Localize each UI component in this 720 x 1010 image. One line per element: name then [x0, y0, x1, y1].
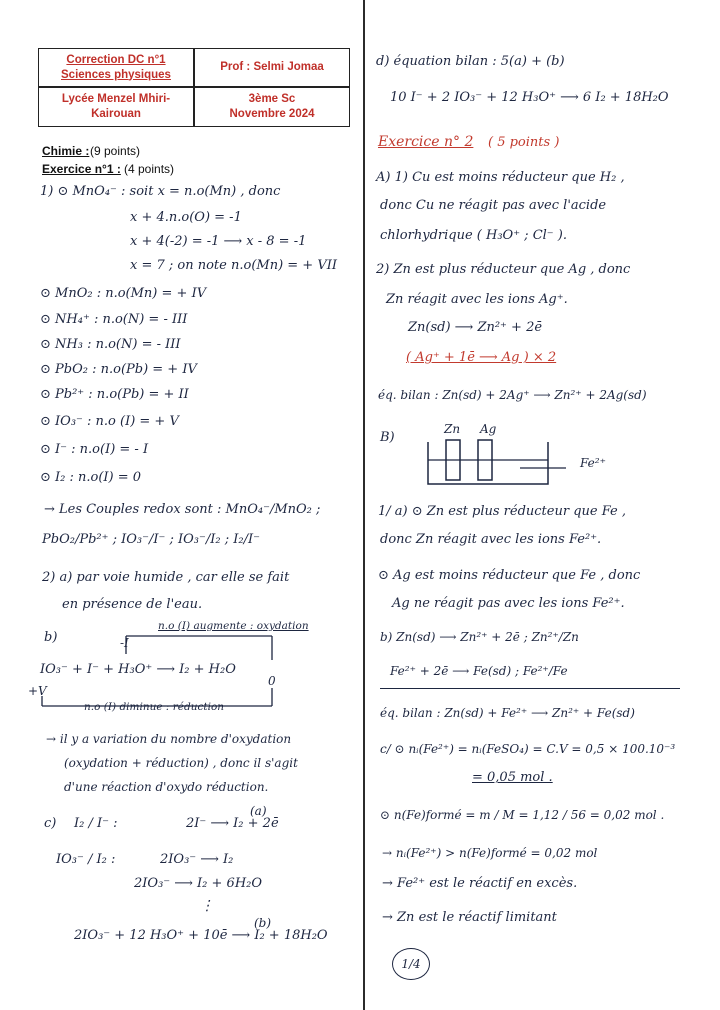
ex2-b1a-line1: 1/ a) ⊙ Zn est plus réducteur que Fe , — [378, 504, 626, 519]
ex1-nh4: ⊙ NH₄⁺ : n.o(N) = - III — [40, 312, 188, 327]
ox-state-plus-five: +V — [28, 684, 47, 698]
half-eq-b-step2: 2IO₃⁻ ⟶ I₂ + 6H₂O — [134, 876, 263, 891]
chimie-points: (9 points) — [90, 144, 141, 158]
page-number-circle — [392, 948, 430, 980]
ex2-a1-line3: chlorhydrique ( H₃O⁺ ; Cl⁻ ). — [380, 228, 568, 243]
ex2-zn-oxidation: Zn(sd) ⟶ Zn²⁺ + 2ē — [408, 320, 543, 335]
ex2-c-line1: c/ ⊙ nᵢ(Fe²⁺) = nᵢ(FeSO₄) = C.V = 0,5 × 100.10⁻³ — [380, 742, 676, 756]
header-table — [38, 48, 350, 127]
header-class-level: 3ème Sc — [248, 93, 296, 105]
ex1-i2: ⊙ I₂ : n.o(I) = 0 — [40, 470, 142, 485]
exercise1-title: Exercice n°1 : — [42, 162, 121, 176]
bb-separator — [380, 688, 680, 689]
ex2-c-line6: → Zn est le réactif limitant — [382, 910, 557, 925]
ex2-bb-zn: b) Zn(sd) ⟶ Zn²⁺ + 2ē ; Zn²⁺/Zn — [380, 630, 579, 644]
half-eq-a: 2I⁻ ⟶ I₂ + 2ē — [186, 816, 279, 831]
column-divider — [363, 0, 365, 1010]
ex1-pb2: ⊙ Pb²⁺ : n.o(Pb) = + II — [40, 387, 189, 402]
ex2-a1-line2: donc Cu ne réagit pas avec l'acide — [380, 198, 607, 213]
oxidation-label: n.o (I) augmente : oxydation — [158, 620, 309, 632]
ex2-a2-line1: 2) Zn est plus réducteur que Ag , donc — [376, 262, 631, 277]
ex2-bb-bilan: éq. bilan : Zn(sd) + Fe²⁺ ⟶ Zn²⁺ + Fe(sd) — [380, 706, 635, 720]
ox-state-minus-one: -I — [120, 636, 129, 650]
ex1-i-minus: ⊙ I⁻ : n.o(I) = - I — [40, 442, 149, 457]
ex1-pbo2: ⊙ PbO₂ : n.o(Pb) = + IV — [40, 362, 197, 377]
ex2-c-line4: → nᵢ(Fe²⁺) > n(Fe)formé = 0,02 mol — [382, 846, 598, 860]
half-eq-b: 2IO₃⁻ + 12 H₃O⁺ + 10ē ⟶ I₂ + 18H₂O — [74, 928, 328, 943]
ex2-b-label: B) — [380, 430, 395, 445]
header-school: Lycée Menzel Mhiri- Kairouan — [61, 93, 171, 120]
exercise2-points: ( 5 points ) — [488, 135, 560, 150]
continuation-dots: ⋮ — [200, 898, 214, 914]
ex2-a1-line1: A) 1) Cu est moins réducteur que H₂ , — [376, 170, 625, 185]
ex1-line-1b: x + 4.n.o(O) = -1 — [130, 210, 242, 225]
ex1-b-label: b) — [44, 630, 58, 645]
ex2-ag-reduction: ( Ag⁺ + 1ē ⟶ Ag ) × 2 — [406, 350, 557, 365]
ex1-conclusion-c: d'une réaction d'oxydo réduction. — [64, 780, 269, 794]
half-eq-a-tag: (a) — [250, 804, 267, 818]
ex2-bb-fe: Fe²⁺ + 2ē ⟶ Fe(sd) ; Fe²⁺/Fe — [390, 664, 568, 678]
couple-i2-i: I₂ / I⁻ : — [74, 816, 118, 831]
header-date: Novembre 2024 — [229, 108, 315, 120]
ex2-b1a-line3: ⊙ Ag est moins réducteur que Fe , donc — [378, 568, 641, 583]
ex1-line-1a: 1) ⊙ MnO₄⁻ : soit x = n.o(Mn) , donc — [40, 184, 281, 199]
couple-io3-i2: IO₃⁻ / I₂ : — [56, 852, 116, 867]
ex1-line-1c: x + 4(-2) = -1 ⟶ x - 8 = -1 — [130, 234, 307, 249]
ex2-a2-bilan: éq. bilan : Zn(sd) + 2Ag⁺ ⟶ Zn²⁺ + 2Ag(sd) — [378, 388, 647, 402]
ex1-d-equation: 10 I⁻ + 2 IO₃⁻ + 12 H₃O⁺ ⟶ 6 I₂ + 18H₂O — [390, 90, 669, 105]
ag-electrode-label: Ag — [480, 422, 497, 436]
ex2-c-line5: → Fe²⁺ est le réactif en excès. — [382, 876, 578, 891]
ex1-nh3: ⊙ NH₃ : n.o(N) = - III — [40, 337, 181, 352]
page-number: 1/4 — [401, 957, 421, 971]
beaker-diagram — [420, 436, 570, 490]
ox-state-zero: 0 — [268, 674, 276, 688]
zn-electrode-label: Zn — [444, 422, 461, 436]
ex1-d-title: d) équation bilan : 5(a) + (b) — [376, 54, 565, 69]
exercise1-points: (4 points) — [124, 162, 175, 176]
ex2-b1a-line2: donc Zn réagit avec les ions Fe²⁺. — [380, 532, 602, 547]
ex1-b-equation: IO₃⁻ + I⁻ + H₃O⁺ ⟶ I₂ + H₂O — [40, 662, 236, 677]
ex2-c-line3: ⊙ n(Fe)formé = m / M = 1,12 / 56 = 0,02 mol . — [380, 808, 665, 822]
exercise2-title: Exercice n° 2 — [378, 134, 474, 150]
ex2-c-line2: = 0,05 mol . — [472, 770, 553, 785]
solution-fe2-label: Fe²⁺ — [580, 456, 606, 470]
half-eq-b-step1: 2IO₃⁻ ⟶ I₂ — [160, 852, 234, 867]
ex1-conclusion-a: → il y a variation du nombre d'oxydation — [46, 732, 292, 746]
header-course: Correction DC n°1 Sciences physiques — [61, 53, 171, 81]
chimie-title: Chimie : — [42, 144, 90, 158]
ex1-c-label: c) — [44, 816, 57, 831]
ex1-2a-line1: 2) a) par voie humide , car elle se fait — [42, 570, 290, 585]
ex1-couples-b: PbO₂/Pb²⁺ ; IO₃⁻/I⁻ ; IO₃⁻/I₂ ; I₂/I⁻ — [42, 532, 260, 547]
ex1-io3: ⊙ IO₃⁻ : n.o (I) = + V — [40, 414, 179, 429]
ex1-mno2: ⊙ MnO₂ : n.o(Mn) = + IV — [40, 286, 207, 301]
ex1-line-1d: x = 7 ; on note n.o(Mn) = + VII — [130, 258, 337, 273]
reduction-label: n.o (I) diminue : réduction — [84, 701, 225, 713]
ex1-2a-line2: en présence de l'eau. — [62, 597, 203, 612]
ex1-conclusion-b: (oxydation + réduction) , donc il s'agit — [64, 756, 298, 770]
half-eq-b-tag: (b) — [254, 916, 272, 930]
header-teacher: Prof : Selmi Jomaa — [220, 61, 324, 73]
ex2-b1a-line4: Ag ne réagit pas avec les ions Fe²⁺. — [392, 596, 625, 611]
ex2-a2-line2: Zn réagit avec les ions Ag⁺. — [386, 292, 568, 307]
ex1-couples-a: → Les Couples redox sont : MnO₄⁻/MnO₂ ; — [44, 502, 321, 517]
